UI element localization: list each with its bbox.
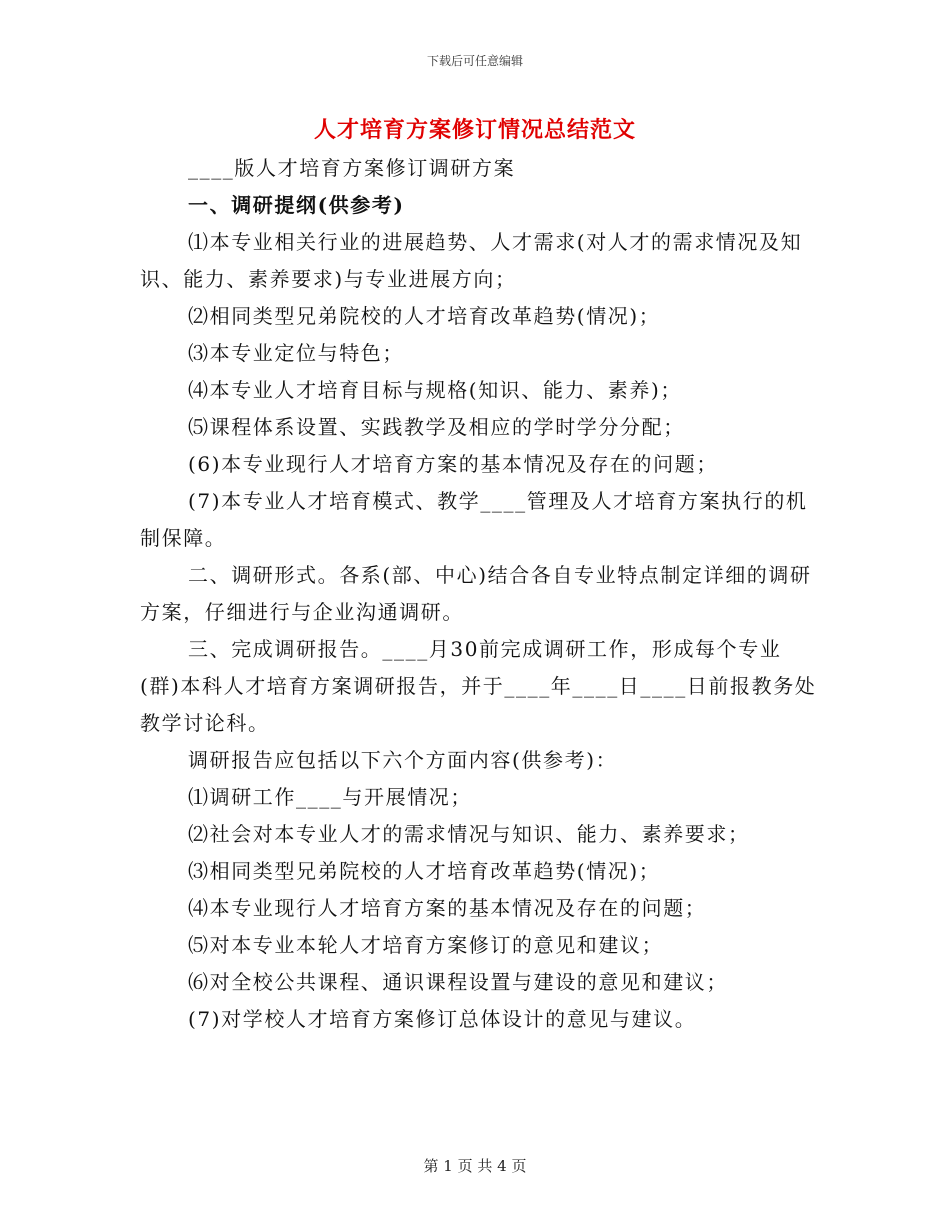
paragraph: ⑶本专业定位与特色； (188, 341, 404, 365)
paragraph: 一、调研提纲(供参考) (188, 193, 405, 217)
paragraph: 三、完成调研报告。____月30前完成调研工作，形成每个专业(群)本科人才培育方案调研报告，并于____年____日____日前报教务处教学讨论科。 (140, 637, 817, 735)
paragraph: ⑸课程体系设置、实践教学及相应的学时学分分配； (188, 415, 685, 439)
paragraph: ⑷本专业人才培育目标与规格(知识、能力、素养)； (188, 378, 683, 402)
page-footer: 第 1 页 共 4 页 (423, 1157, 527, 1175)
paragraph: ⑵社会对本专业人才的需求情况与知识、能力、素养要求； (188, 822, 750, 846)
paragraph: ⑸对本专业本轮人才培育方案修订的意见和建议； (188, 933, 664, 957)
paragraph: ⑶相同类型兄弟院校的人才培育改革趋势(情况)； (188, 859, 661, 883)
paragraph: 二、调研形式。各系(部、中心)结合各自专业特点制定详细的调研方案，仔细进行与企业沟通调研。 (140, 563, 812, 624)
document-title: 人才培育方案修订情况总结范文 (313, 117, 636, 143)
paragraph: ⑹对全校公共课程、通识课程设置与建设的意见和建议； (188, 970, 728, 994)
paragraph: (7)对学校人才培育方案修订总体设计的意见与建议。 (188, 1007, 697, 1031)
paragraph: ____版人才培育方案修订调研方案 (188, 156, 516, 180)
paragraph: ⑵相同类型兄弟院校的人才培育改革趋势(情况)； (188, 304, 661, 328)
header-note: 下载后可任意编辑 (426, 54, 523, 68)
paragraph: ⑷本专业现行人才培育方案的基本情况及存在的问题； (188, 896, 707, 920)
paragraph: ⑴本专业相关行业的进展趋势、人才需求(对人才的需求情况及知识、能力、素养要求)与专业进展方向； (140, 230, 803, 291)
document-body (140, 150, 820, 1038)
paragraph: (6)本专业现行人才培育方案的基本情况及存在的问题； (188, 452, 718, 476)
paragraph: ⑴调研工作____与开展情况； (188, 785, 472, 809)
paragraph: (7)本专业人才培育模式、教学____管理及人才培育方案执行的机制保障。 (140, 489, 808, 550)
paragraph: 调研报告应包括以下六个方面内容(供参考)： (188, 748, 618, 772)
